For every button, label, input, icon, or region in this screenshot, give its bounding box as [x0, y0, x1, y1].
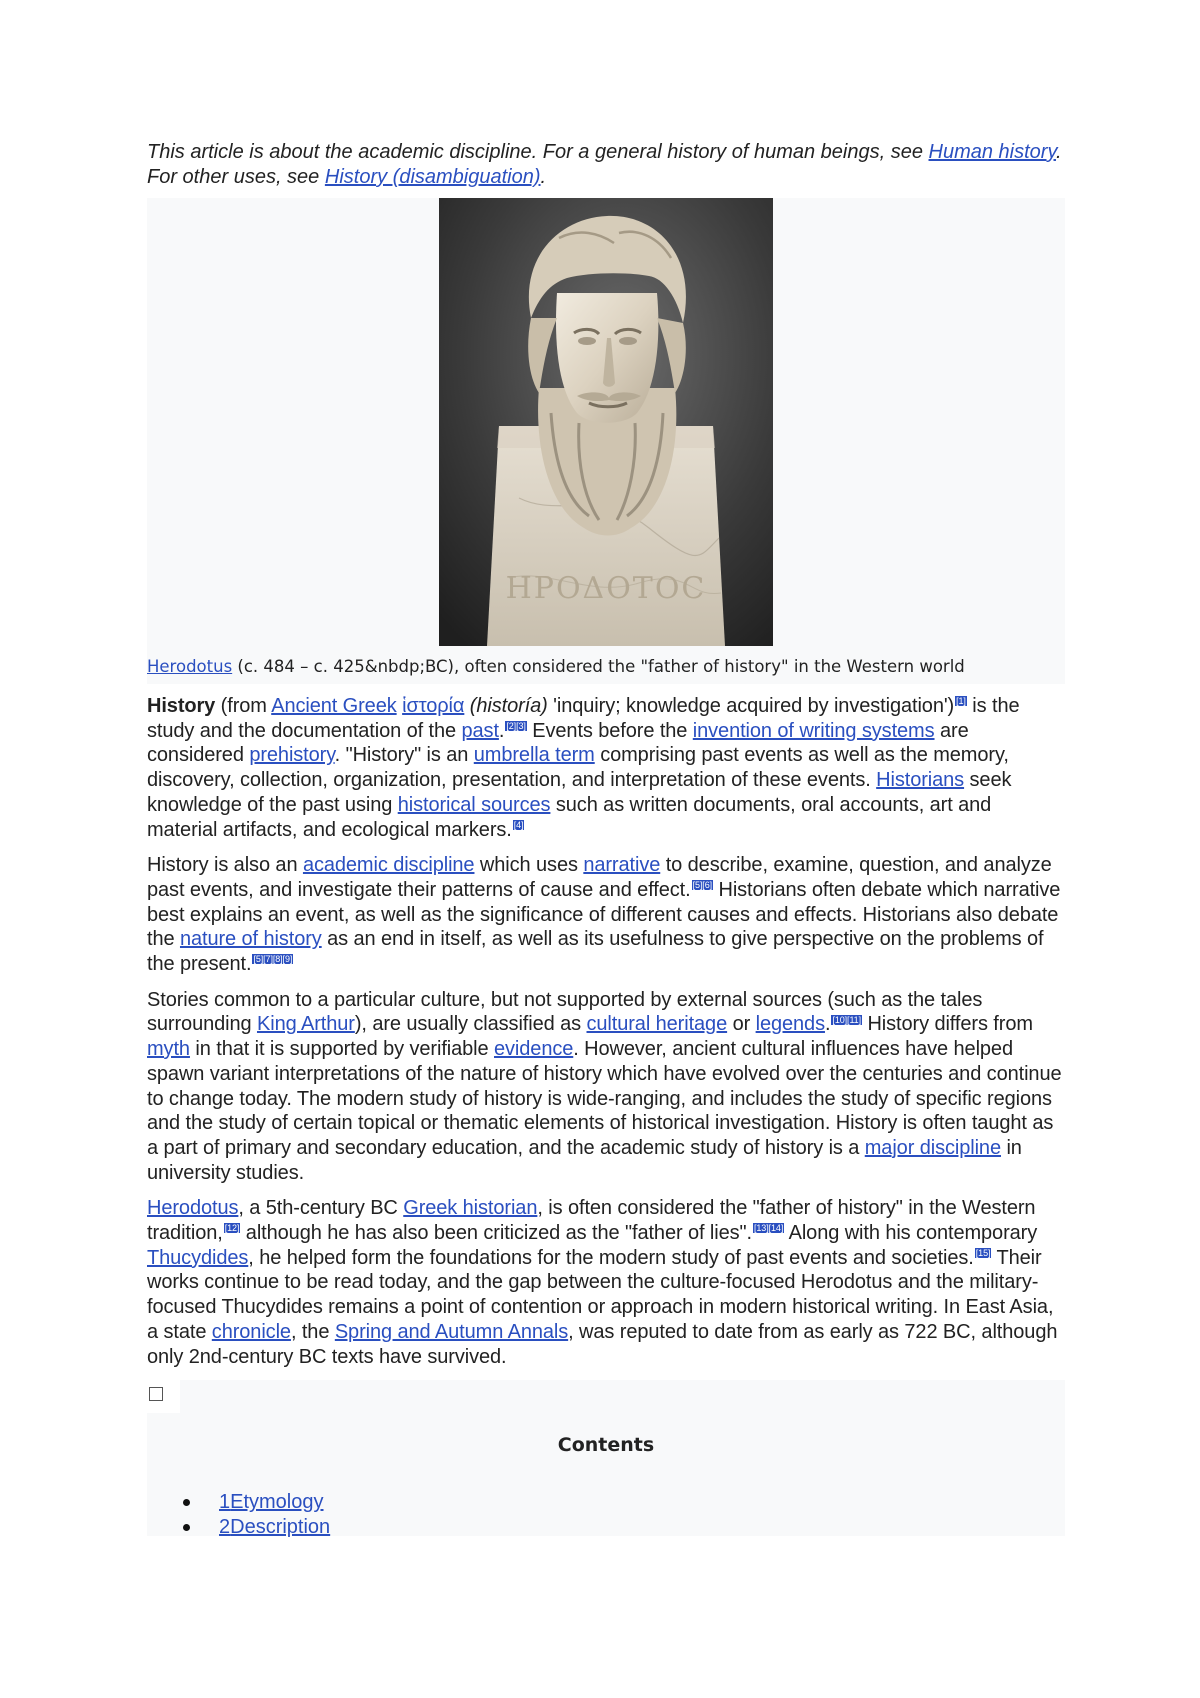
toc-title: Contents — [557, 1434, 655, 1457]
citation-ref[interactable]: [15] — [975, 1248, 991, 1259]
hatnote — [147, 140, 1065, 190]
text: . "History" is an — [334, 744, 474, 767]
text: such as written documents, oral accounts, art and material artifacts, and ecological markers. — [147, 793, 992, 841]
figure-caption — [147, 656, 1065, 678]
link-greek-historian[interactable]: Greek historian — [403, 1197, 538, 1220]
text: are considered — [147, 719, 969, 767]
citation-ref[interactable]: [5][7][8][9] — [253, 954, 293, 965]
text: which uses — [474, 854, 584, 877]
link-major-discipline[interactable]: major discipline — [864, 1136, 1001, 1159]
text: Stories common to a particular culture, but not supported by external sources (such as the tales surrounding — [147, 988, 983, 1036]
lead-term: History — [147, 695, 216, 717]
link-invention-of-writing[interactable]: invention of writing systems — [692, 719, 935, 742]
toc-label: Description — [230, 1516, 331, 1539]
paragraph-1 — [147, 694, 1065, 842]
text: in that it is supported by verifiable — [189, 1038, 494, 1061]
citation-ref[interactable]: [5][6] — [692, 880, 713, 891]
link-myth[interactable]: myth — [147, 1038, 190, 1061]
text: in university studies. — [147, 1136, 1022, 1184]
text: is the study and the documentation of the — [147, 695, 1020, 742]
link-herodotus[interactable]: Herodotus — [147, 1197, 239, 1220]
link-human-history[interactable]: Human history — [928, 141, 1056, 163]
text: Along with his contemporary — [784, 1222, 1038, 1245]
link-cultural-heritage[interactable]: cultural heritage — [586, 1013, 728, 1036]
article — [147, 140, 1065, 1539]
link-chronicle[interactable]: chronicle — [211, 1320, 291, 1343]
text: Their works continue to be read today, and the gap between the culture-focused Herodotus and the military-focused Thucydides remains a point of contention or approach in modern historical writing. In East Asia, a state — [147, 1246, 1054, 1343]
text: , he helped form the foundations for the modern study of past events and societies. — [248, 1246, 974, 1269]
toc-number: 2 — [219, 1516, 231, 1539]
link-nature-of-history[interactable]: nature of history — [179, 928, 322, 951]
text: , is often considered the "father of history" in the Western tradition, — [147, 1197, 1036, 1245]
toc-number: 1 — [219, 1491, 231, 1514]
link-thucydides[interactable]: Thucydides — [147, 1246, 249, 1269]
toc-list — [183, 1490, 330, 1540]
toc-item-etymology — [183, 1490, 330, 1515]
citation-ref[interactable]: [1] — [956, 696, 966, 707]
inscription: ΗΡΟΔΟΤΟϹ — [505, 571, 707, 606]
text: 'inquiry; knowledge acquired by investigation') — [547, 695, 955, 717]
text: although he has also been criticized as the "father of lies". — [240, 1222, 752, 1245]
bullet-icon — [183, 1524, 190, 1531]
link-prehistory[interactable]: prehistory — [249, 744, 335, 767]
toc-link-etymology[interactable] — [219, 1491, 324, 1513]
paragraph-2 — [147, 853, 1065, 977]
text: . — [498, 719, 505, 742]
text: , the — [290, 1320, 335, 1343]
text: . However, ancient cultural influences have helped spawn variant interpretations of the nature of history which have evolved over the centuries and continue to change today. The modern study of history is wide-ranging, and includes the study of specific regions and the study of certain topical or thematic elements of historical investigation. History is often taught as a part of primary and secondary education, and the academic study of history is a — [147, 1038, 1062, 1159]
herodotus-bust-image[interactable] — [439, 198, 773, 646]
text: Events before the — [526, 719, 693, 742]
text: , was reputed to date from as early as 722 BC, although only 2nd-century BC texts have survived. — [147, 1320, 1058, 1368]
toc-checkbox[interactable] — [149, 1387, 163, 1401]
link-narrative[interactable]: narrative — [583, 854, 661, 877]
toc-label: Etymology — [230, 1491, 324, 1514]
transliteration: (historía) — [469, 695, 548, 717]
text: to describe, examine, question, and analyze past events, and investigate their patterns of cause and effect. — [147, 854, 1052, 901]
paragraph-4 — [147, 1196, 1065, 1369]
link-historians[interactable]: Historians — [876, 769, 965, 792]
citation-ref[interactable]: [10][11] — [832, 1014, 861, 1025]
text: Historians often debate which narrative best explains an event, as well as the significance of different causes and effects. Historians also debate the — [147, 878, 1061, 951]
caption-link-herodotus[interactable]: Herodotus — [147, 657, 233, 676]
link-umbrella-term[interactable]: umbrella term — [473, 744, 595, 767]
toc-item-description — [183, 1515, 330, 1540]
toc-toggle[interactable] — [147, 1380, 180, 1413]
hatnote-text: . For other uses, see — [147, 141, 1062, 188]
caption-text: (c. 484 – c. 425&nbdp;BC), often considered the "father of history" in the Western world — [232, 657, 965, 676]
text: seek knowledge of the past using — [147, 769, 1012, 816]
link-academic-discipline[interactable]: academic discipline — [302, 854, 475, 877]
toc-link-description[interactable] — [219, 1516, 330, 1538]
citation-ref[interactable]: [4] — [513, 819, 524, 830]
text: (from — [215, 695, 272, 717]
citation-ref[interactable]: [12] — [224, 1223, 240, 1234]
text: comprising past events as well as the memory, discovery, collection, organization, presentation, and interpretation of these events. — [147, 744, 1009, 792]
text: or — [727, 1013, 756, 1036]
link-king-arthur[interactable]: King Arthur — [256, 1013, 355, 1036]
link-history-disambiguation[interactable]: History (disambiguation) — [324, 166, 541, 188]
link-past[interactable]: past — [461, 719, 499, 742]
link-evidence[interactable]: evidence — [494, 1038, 574, 1061]
text: ), are usually classified as — [354, 1013, 587, 1036]
link-legends[interactable]: legends — [755, 1013, 825, 1036]
link-spring-and-autumn-annals[interactable]: Spring and Autumn Annals — [334, 1320, 569, 1343]
text: History is also an — [147, 854, 303, 877]
link-ancient-greek[interactable]: Ancient Greek — [271, 695, 397, 717]
citation-ref[interactable]: [13][14] — [754, 1223, 784, 1234]
link-historia[interactable]: ἱστορία — [402, 695, 465, 717]
hatnote-text: This article is about the academic discipline. For a general history of human beings, see — [147, 141, 929, 163]
hatnote-text: . — [540, 166, 547, 188]
bullet-icon — [183, 1499, 190, 1506]
link-historical-sources[interactable]: historical sources — [397, 793, 551, 816]
lead-figure — [147, 198, 1065, 684]
citation-ref[interactable]: [2][3] — [506, 721, 526, 732]
text: as an end in itself, as well as its usefulness to give perspective on the problems of the present. — [147, 928, 1044, 976]
paragraph-3 — [147, 988, 1065, 1186]
text: History differs from — [862, 1013, 1033, 1036]
text: , a 5th-century BC — [238, 1197, 404, 1220]
text: . — [824, 1013, 831, 1036]
table-of-contents — [147, 1380, 1065, 1539]
